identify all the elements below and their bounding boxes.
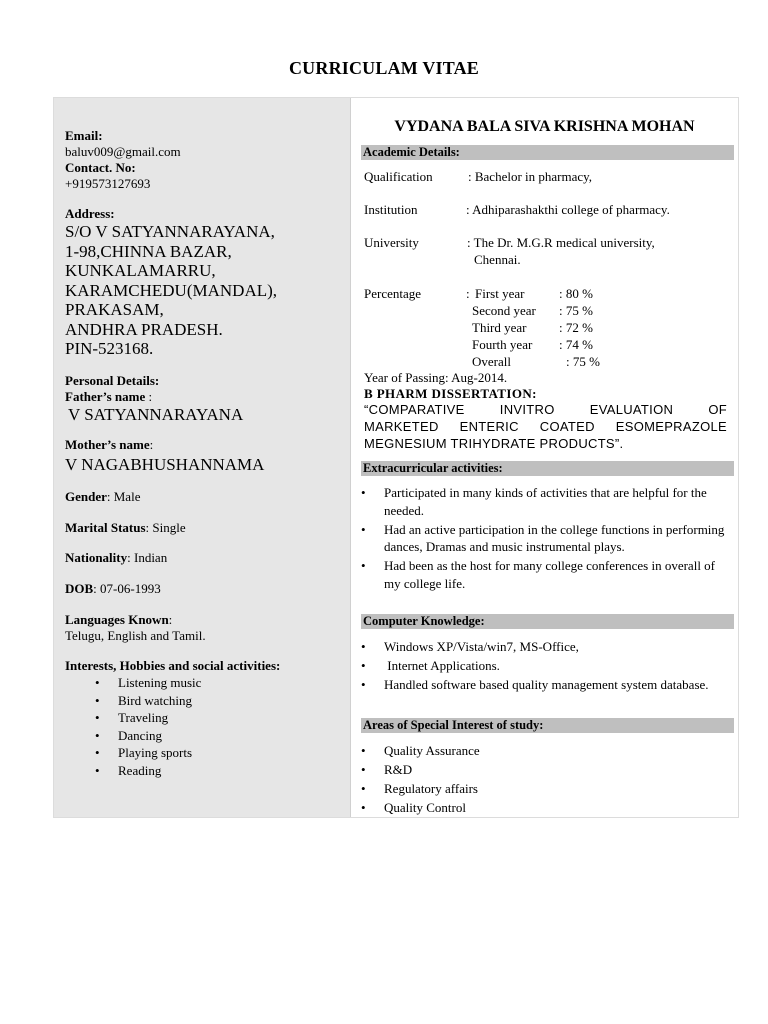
languages-value: Telugu, English and Tamil. [65, 628, 206, 643]
personal-column [54, 98, 351, 817]
percentage-value: : 72 % [559, 320, 593, 335]
dob-value: : 07-06-1993 [93, 581, 161, 596]
percentage-value: : 75 % [566, 354, 600, 369]
institution-label: Institution [364, 202, 418, 217]
address-line: KARAMCHEDU(MANDAL), [65, 280, 278, 300]
percentage-value: : 74 % [559, 337, 593, 352]
institution-value: : Adhiparashakthi college of pharmacy. [466, 202, 670, 217]
extracurricular-header: Extracurricular activities: [361, 461, 734, 476]
dissertation-line: MARKETED ENTERIC COATED ESOMEPRAZOLE [364, 419, 727, 434]
mother-name: V NAGABHUSHANNAMA [65, 455, 265, 474]
percentage-year: Overall [472, 354, 511, 369]
nationality-row [65, 550, 167, 566]
interests-list [118, 674, 201, 779]
marital-value: : Single [145, 520, 186, 535]
special-interest-header: Areas of Special Interest of study: [361, 718, 734, 733]
percentage-label: Percentage [364, 286, 422, 301]
contact-value: +919573127693 [65, 176, 151, 191]
university-label: University [364, 235, 419, 250]
list-item: • Quality Assurance [384, 742, 729, 760]
dob-row [65, 581, 161, 597]
list-item: • Regulatory affairs [384, 780, 729, 798]
cv-table [53, 97, 739, 818]
list-item: • Quality Control [384, 799, 729, 817]
address-line: 1-98,CHINNA BAZAR, [65, 241, 232, 261]
languages-label: Languages Known [65, 612, 169, 627]
extracurricular-list [384, 484, 729, 594]
percentage-year: First year [475, 286, 525, 301]
percentage-year: Third year [472, 320, 527, 335]
list-item: • Traveling [118, 709, 201, 727]
list-item: • Playing sports [118, 744, 201, 762]
qualification-label: Qualification [364, 169, 433, 184]
list-item: • Participated in many kinds of activities that are helpful for the needed. [384, 484, 729, 519]
qualification-value: : Bachelor in pharmacy, [468, 169, 593, 184]
email-value: baluv009@gmail.com [65, 144, 181, 159]
address-block [65, 222, 277, 359]
percentage-year: Second year [472, 303, 536, 318]
document-title: CURRICULAM VITAE [288, 58, 480, 78]
percentage-value: : 80 % [559, 286, 593, 301]
marital-label: Marital Status [65, 520, 146, 535]
special-interest-list [384, 742, 729, 818]
address-line: PRAKASAM, [65, 300, 164, 319]
dob-label: DOB [65, 581, 94, 596]
address-line: ANDHRA PRADESH. [65, 319, 223, 339]
percentage-value: : 75 % [559, 303, 593, 318]
list-item: • Windows XP/Vista/win7, MS-Office, [384, 638, 729, 656]
address-label: Address: [65, 206, 115, 221]
list-item: • Internet Applications. [384, 657, 729, 675]
personal-details-label: Personal Details: [65, 373, 160, 388]
list-item: • Handled software based quality management system database. [384, 676, 729, 694]
dissertation-line: MEGNESIUM TRIHYDRATE PRODUCTS”. [364, 436, 624, 451]
percentage-colon: : [466, 286, 470, 301]
father-label: Father’s name [65, 389, 146, 404]
list-item: • Reading [118, 762, 201, 780]
address-line: S/O V SATYANNARAYANA, [65, 222, 275, 241]
address-line: PIN-523168. [65, 339, 154, 358]
mother-colon: : [149, 437, 154, 452]
university-value: : The Dr. M.G.R medical university, [467, 235, 655, 250]
gender-value: : Male [106, 489, 141, 504]
computer-knowledge-header: Computer Knowledge: [361, 614, 734, 629]
list-item: • Listening music [118, 674, 201, 692]
university-value-line2: Chennai. [474, 252, 521, 267]
mother-label: Mother’s name [65, 437, 150, 452]
year-of-passing: Year of Passing: Aug-2014. [364, 370, 508, 385]
dissertation-label: B PHARM DISSERTATION: [364, 386, 537, 401]
gender-row [65, 489, 140, 505]
list-item: • R&D [384, 761, 729, 779]
father-name: V SATYANNARAYANA [68, 405, 244, 424]
computer-knowledge-list [384, 638, 729, 695]
father-label-row [65, 389, 152, 405]
email-label: Email: [65, 128, 103, 143]
academic-details-header: Academic Details: [361, 145, 734, 160]
mother-label-row [65, 437, 153, 453]
percentage-year: Fourth year [472, 337, 533, 352]
dissertation-line: “COMPARATIVE INVITRO EVALUATION OF [364, 402, 727, 417]
father-colon: : [145, 389, 153, 404]
interests-label: Interests, Hobbies and social activities: [65, 658, 281, 673]
languages-colon: : [168, 612, 173, 627]
academic-column [351, 98, 738, 817]
gender-label: Gender [65, 489, 107, 504]
list-item: • Dancing [118, 727, 201, 745]
marital-row [65, 520, 186, 536]
languages-label-row [65, 612, 172, 628]
list-item: • Bird watching [118, 692, 201, 710]
list-item: • Had been as the host for many college conferences in overall of my college life. [384, 557, 729, 592]
list-item: • Had an active participation in the college functions in performing dances, Dramas and music instrumental plays. [384, 521, 729, 556]
nationality-value: : Indian [127, 550, 168, 565]
contact-label: Contact. No: [65, 160, 136, 175]
address-line: KUNKALAMARRU, [65, 261, 216, 280]
candidate-name: VYDANA BALA SIVA KRISHNA MOHAN [394, 118, 695, 135]
nationality-label: Nationality [65, 550, 128, 565]
